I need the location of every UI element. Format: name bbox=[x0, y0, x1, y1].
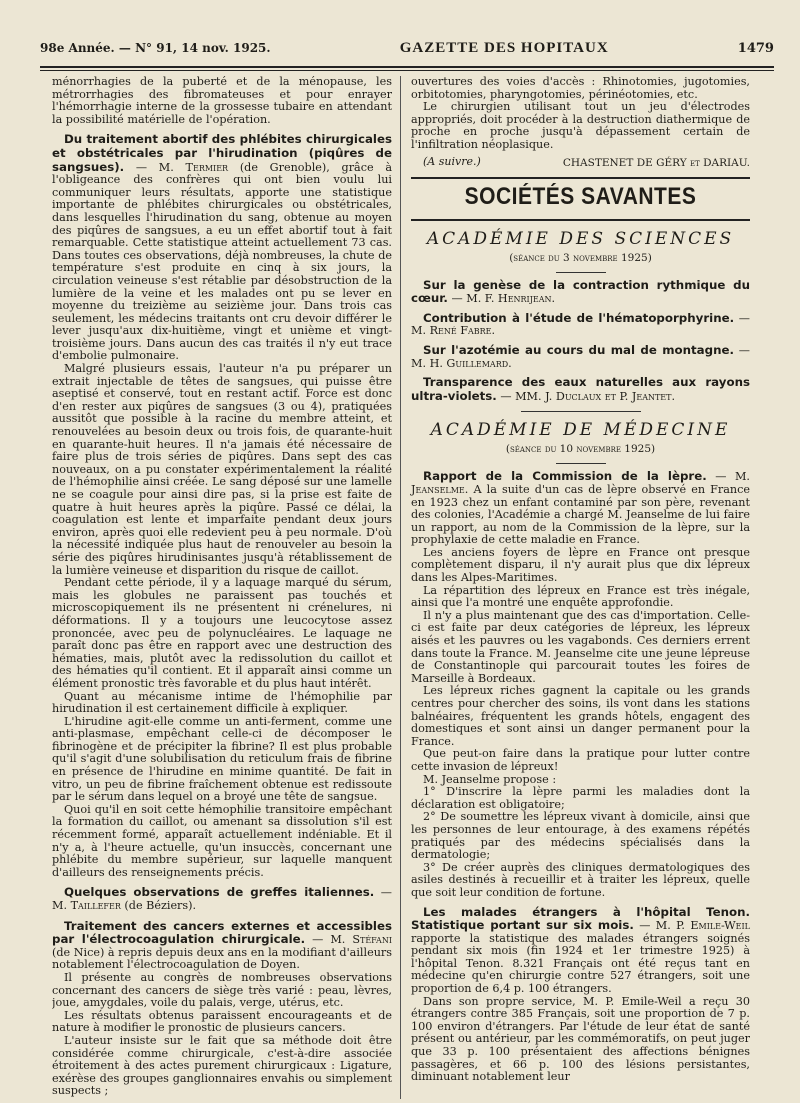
article-paragraph: Quant au mécanisme intime de l'hémophilie par hirudination il est certainement difficile à expliquer. bbox=[52, 689, 392, 716]
list-item: 1° D'inscrire la lèpre parmi les maladies dont la déclaration est obligatoire; bbox=[411, 785, 750, 811]
page-number: 1479 bbox=[737, 41, 774, 56]
article-paragraph: Dans son propre service, M. P. Emile-Weil a reçu 30 étrangers contre 385 Français, soit une proportion de 7 p. 100 environ d'étrangers. Par l'étude de leur état de santé présent ou antérieur, par les commémoratifs, on peut juger que 33 p. 100 présentaient des affections bénignes passagères, et 66 p. 100 des lésions persistantes, diminuant notablement leur bbox=[411, 994, 750, 1084]
article-text: A la suite d'un cas de lèpre observé en France en 1923 chez un enfant contaminé par son père, revenant des colonies, l'Académie a chargé M. Jeanselme de lui faire un rapport, au nom de la Commission de la lèpre, sur la prophylaxie de cette maladie en France. bbox=[411, 482, 750, 547]
header-rule bbox=[40, 66, 774, 71]
section-rule bbox=[411, 219, 750, 221]
article-title: Quelques observations de greffes italiennes. bbox=[64, 885, 375, 900]
signature: CHASTENET DE GÉRY et DARIAU. bbox=[562, 156, 750, 169]
article-paragraph: Les anciens foyers de lèpre en France ont presque complètement disparu, il n'y aurait plus que dix lépreux dans les Alpes-Maritimes. bbox=[411, 545, 750, 585]
session-date: (séance du 3 novembre 1925) bbox=[509, 251, 652, 264]
article-author: M. Taillefer bbox=[52, 899, 121, 912]
right-column: ouvertures des voies d'accès : Rhinotomies, jugotomies, orbitotomies, pharyngotomies, périnéotomies, etc. Le chirurgien utilisant tout un jeu d'électrodes appropriés, doit procéder à la destruction diathermique de proche en proche jusqu'à dépassement certain de l'infiltration néoplasique. (A suivre.) CHASTENET DE GÉRY et DARIAU. SOCIÉTÉS SAVANTES ACADÉMIE DES SCIENCES (séance du 3 novembre 1925) Sur la genèse de la contraction rythmique du cœur. — M. F. Henrijean. Contribution à l'étude de l'hématoporphyrine. — M. René Fabre. Sur l'azotémie au cours du mal de montagne. — M. H. Guillemard. Transparence des eaux naturelles aux rayons ultra-violets. — MM. J. Duclaux et P. Jeantet. ACADÉMIE DE MÉDECINE (séance du 10 novembre 1925) Rapport de la Commission de la lèpre. — M. Jeanselme. A la suite d'un cas de lèpre observé en France en 1923 chez un enfant contaminé par son père, revenant des colonies, l'Académie a chargé M. Jeanselme de lui faire un rapport, au nom de la Commission de la lèpre, sur la prophylaxie de cette maladie en France. Les anciens foyers de lèpre en France ont presque complètement disparu, il n'y aurait plus que dix lépreux dans les Alpes-Maritimes. La répartition des lépreux en France est très inégale, ainsi que l'a montré une enquête approfondie. Il n'y a plus maintenant que des cas d'importation. Celle-ci est faite par deux catégories de lépreux, les lépreux aisés et les pauvres ou les vagabonds. Ces derniers errent dans toute la France. M. Jeanselme cite une jeune lépreuse de Constantinople qui parcourait toutes les foires de Marseille à Bordeaux. Les lépreux riches gagnent la capitale ou les grands centres pour chercher des soins, ils vont dans les stations balnéaires, fréquentent les grands hôtels, engagent des domestiques et sont ainsi un danger permanent pour la France. Que peut-on faire dans la pratique pour lutter contre cette invasion de lépreux! M. Jeanselme propose : 1° D'inscrire la lèpre parmi les maladies dont la déclaration est obligatoire; 2° De soumettre les lépreux vivant à domicile, ainsi que les personnes de leur entourage, à des examens répétés pratiqués par des médecins spécialisés dans la dermatologie; 3° De créer auprès des cliniques dermatologiques des asiles destinés à recueillir et à traiter les lépreux, quelle que soit leur condition de fortune. Les malades étrangers à l'hôpital Tenon. Statistique portant sur six mois. — M. P. Emile-Weil rapporte la statistique des malades étrangers soignés pendant six mois (fin 1924 et 1er trimestre 1925) à l'hôpital Tenon. 8.321 Français ont été reçus tant en médecine qu'en chirurgie contre 527 étrangers, soit une proportion de 6,4 p. 100 étrangers. Dans son propre service, M. P. Emile-Weil a reçu 30 étrangers contre 385 Français, soit une proportion de 7 p. 100 environ d'étrangers. Par l'étude de leur état de santé présent ou antérieur, par les commémoratifs, on peut juger que 33 p. 100 présentaient des affections bénignes passagères, et 66 p. 100 des lésions persistantes, diminuant notablement leur bbox=[400, 76, 750, 1099]
list-item: 2° De soumettre les lépreux vivant à domicile, ainsi que les personnes de leur entourage, à des examens répétés pratiqués par des médecins spécialisés dans la dermatologie; bbox=[411, 810, 750, 862]
communication-author: MM. J. Duclaux et P. Jeantet. bbox=[515, 389, 676, 403]
article-text: (de Béziers). bbox=[124, 899, 197, 912]
article-text: (de Nice) à repris depuis deux ans en la modifiant d'ailleurs notablement l'électrocoagulation de Doyen. bbox=[52, 945, 392, 972]
section-title: SOCIÉTÉS SAVANTES bbox=[464, 182, 697, 210]
divider bbox=[521, 411, 641, 412]
to-be-continued: (A suivre.) bbox=[423, 154, 481, 168]
article-title: Traitement des cancers externes et accessibles par l'électrocoagulation chirurgicale. bbox=[52, 918, 392, 947]
article-paragraph: Les lépreux riches gagnent la capitale ou les grands centres pour chercher des soins, ils vont dans les stations balnéaires, fréquentent les grands hôtels, engagent des domestiques et sont ainsi un danger permanent pour la France. bbox=[411, 684, 750, 748]
article-paragraph: Que peut-on faire dans la pratique pour lutter contre cette invasion de lépreux! bbox=[411, 747, 750, 773]
page-header bbox=[40, 40, 774, 66]
article-cancers: Traitement des cancers externes et accessibles par l'électrocoagulation chirurgicale. — M. Stéfani (de Nice) à repris depuis deux ans en la modifiant d'ailleurs notablement l'électrocoagulation de Doyen. Il présente au congrès de nombreuses observations concernant des cancers de siège très varié : peau, lèvres, joue, amygdales, voile du palais, verge, utérus, etc. Les résultats obtenus paraissent encourageants et de nature à modifier le pronostic de plusieurs cancers. L'auteur insiste sur le fait que sa méthode doit être considérée comme chirurgicale, c'est-à-dire associée étroitement à des actes purement chirurgicaux : Ligature, exérèse des groupes ganglionnaires envahis ou simplement suspects ; bbox=[52, 918, 392, 1098]
list-item: 3° De créer auprès des cliniques dermatologiques des asiles destinés à recueillir et à traiter les lépreux, quelle que soit leur condition de fortune. bbox=[411, 860, 750, 899]
article-paragraph: Quoi qu'il en soit cette hémophilie transitoire empêchant la formation du caillot, ou amenant sa dissolution s'il est récemment formé, apparaît actuellement indéniable. Et il n'y a, à l'heure actuelle, qu'un insuccès, concernant une phlébite du membre supérieur, sur laquelle manquent d'ailleurs des renseignements précis. bbox=[52, 802, 392, 879]
article-paragraph: Malgré plusieurs essais, l'auteur n'a pu préparer un extrait injectable de têtes de sangsues, qui puisse être aseptisé et conservé, tout en restant actif. Force est donc d'en rester aux piqûres de sangsues (3 ou 4), pratiquées aussitôt que possible à la racine du membre atteint, et renouvelées au besoin deux ou trois fois, de quarante-huit en quarante-huit heures. Il n'a jamais été nécessaire de faire plus de trois séries de piqûres. Dans sept des cas nouveaux, on a pu constater expérimentalement la réalité de l'hémophilie ainsi créée. Le sang déposé sur une lamelle ne se coagule pour ainsi dire pas, si la prise est faite de quatre à huit heures après la piqûre. Passé ce délai, la coagulation est lente et imparfaite pendant deux jours environ, après quoi elle redevient peu à peu normale. D'où la nécessité indiquée plus haut de renouveler au besoin la série des piqûres hirudinisantes jusqu'à rétablissement de la lumière veineuse et disparition du risque de caillot. bbox=[52, 362, 392, 577]
article-paragraph: M. Jeanselme propose : bbox=[423, 772, 557, 786]
communication-author: M. F. Henrijean. bbox=[466, 292, 556, 306]
article-paragraph: Le chirurgien utilisant tout un jeu d'électrodes appropriés, doit procéder à la destruction diathermique de proche en proche jusqu'à dépassement certain de l'infiltration néoplasique. bbox=[411, 100, 750, 151]
communication-author: M. Jeanselme. bbox=[411, 470, 750, 496]
divider bbox=[556, 272, 606, 273]
article-text: rapporte la statistique des malades étrangers soignés pendant six mois (fin 1924 et 1er trimestre 1925) à l'hôpital Tenon. 8.321 Français ont été reçus tant en médecine qu'en chirurgie contre 527 étrangers, soit une proportion de 6,4 p. 100 étrangers. bbox=[411, 931, 750, 996]
article-paragraph: Il n'y a plus maintenant que des cas d'importation. Celle-ci est faite par deux catégories de lépreux, les lépreux aisés et les pauvres ou les vagabonds. Ces derniers errent dans toute la France. M. Jeanselme cite une jeune lépreuse de Constantinople qui parcourait toutes les foires de Marseille à Bordeaux. bbox=[411, 608, 750, 685]
article-paragraph: Il présente au congrès de nombreuses observations concernant des cancers de siège très varié : peau, lèvres, joue, amygdales, voile du palais, verge, utérus, etc. bbox=[52, 970, 392, 1010]
continued-paragraph: ouvertures des voies d'accès : Rhinotomies, jugotomies, orbitotomies, pharyngotomies, périnéotomies, etc. bbox=[411, 76, 750, 101]
section-rule bbox=[411, 177, 750, 179]
issue-info: 98e Année. — N° 91, 14 nov. 1925. bbox=[40, 41, 271, 55]
communication-author: M. H. Guillemard. bbox=[411, 356, 512, 370]
article-greffes: Quelques observations de greffes italiennes. — M. Taillefer (de Béziers). bbox=[52, 885, 392, 912]
session-date: (séance du 10 novembre 1925) bbox=[505, 443, 656, 456]
article-title: Du traitement abortif des phlébites chirurgicales et obstétricales par l'hirudination (piqûres de sangsues). bbox=[52, 132, 392, 174]
article-author: M. Termier bbox=[158, 160, 229, 174]
article-paragraph: L'auteur insiste sur le fait que sa méthode doit être considérée comme chirurgicale, c'est-à-dire associée étroitement à des actes purement chirurgicaux : Ligature, exérèse des groupes ganglionnaires envahis ou simplement suspects ; bbox=[52, 1033, 392, 1098]
article-paragraph: L'hirudine agit-elle comme un anti-ferment, comme une anti-plasmase, empêchant celle-ci de décomposer le fibrinogène et de précipiter la fibrine? Il est plus probable qu'il s'agit d'une solubilisation du reticulum frais de fibrine en présence de l'hirudine en minime quantité. De fait in vitro, un peu de fibrine fraîchement obtenue est redissoute par le sérum dans lequel on a broyé une tête de sangsue. bbox=[52, 714, 392, 804]
article-paragraph: Pendant cette période, il y a laquage marqué du sérum, mais les globules ne paraissent pas touchés et microscopiquement ils ne présentent ni crénelures, ni déformations. Il y a toujours une leucocytose assez prononcée, avec peu de polynucléaires. Le laquage ne paraît donc pas être en rapport avec une destruction des hématies, mais, plutôt avec la redissolution du caillot et des hématies qu'il contient. Et il apparaît ainsi comme un élément pronostic très favorable et du plus haut intérêt. bbox=[52, 576, 392, 690]
divider bbox=[556, 463, 606, 464]
academy-heading: ACADÉMIE DES SCIENCES bbox=[426, 228, 735, 249]
left-column bbox=[52, 76, 400, 1099]
continued-paragraph: ménorrhagies de la puberté et de la ménopause, les métrorrhagies des fibromateuses et pour enrayer l'hémorrhagie interne de la grossesse tubaire en attendant la possibilité matérielle de l'opération. bbox=[52, 76, 392, 126]
article-text: (de Grenoble), grâce à l'obligeance des confrères qui ont bien voulu lui communiquer leurs résultats, apporte une statistique importante de phlébites chirurgicales ou obstétricales, dans lesquelles l'hirudination du sang, obtenue au moyen des piqûres de sangsues, a eu un effet abortif tout à fait remarquable. Cette statistique atteint actuellement 73 cas. Dans toutes ces observations, déjà nombreuses, la chute de température s'est produite en cinq à six jours, la circulation veineuse s'est rétablie par désobstruction de la lumière de la veine et les malades ont pu se lever en moyenne du treizième au seizième jour. Dans trois cas seulement, les médecins traitants ont cru devoir différer le lever jusqu'aux dix-huitième, vingt et unième et vingt-troisième jours. Dans aucun des cas traités il n'y eut trace d'embolie pulmonaire. bbox=[52, 160, 392, 363]
article-footer bbox=[411, 155, 750, 169]
communication-title: Les malades étrangers à l'hôpital Tenon. Statistique portant sur six mois. bbox=[411, 904, 750, 933]
article-paragraph: Les résultats obtenus paraissent encourageants et de nature à modifier le pronostic de plusieurs cancers. bbox=[52, 1008, 392, 1035]
communication-title: Rapport de la Commission de la lèpre. bbox=[423, 469, 707, 484]
communication-title: Sur la genèse de la contraction rythmique du cœur. bbox=[411, 277, 750, 306]
article-author: M. Stéfani bbox=[330, 933, 392, 947]
communication-title: Sur l'azotémie au cours du mal de montagne. bbox=[423, 342, 734, 357]
communication-title: Contribution à l'étude de l'hématoporphyrine. bbox=[423, 310, 735, 325]
communication-title: Transparence des eaux naturelles aux rayons ultra-violets. bbox=[411, 375, 750, 403]
proposal-list bbox=[411, 786, 750, 899]
journal-title: GAZETTE DES HOPITAUX bbox=[399, 40, 609, 56]
communication-author: M. P. Emile-Weil bbox=[655, 919, 750, 933]
academy-heading: ACADÉMIE DE MÉDECINE bbox=[430, 420, 731, 441]
article-paragraph: La répartition des lépreux en France est très inégale, ainsi que l'a montré une enquête approfondie. bbox=[411, 583, 750, 610]
article-phlebites: Du traitement abortif des phlébites chirurgicales et obstétricales par l'hirudination (piqûres de sangsues). — M. Termier (de Grenoble), grâce à l'obligeance des confrères qui ont bien voulu lui communiquer leurs résultats, apporte une statistique importante de phlébites chirurgicales ou obstétricales, dans lesquelles l'hirudination du sang, obtenue au moyen des piqûres de sangsues, a eu un effet abortif tout à fait remarquable. Cette statistique atteint actuellement 73 cas. Dans toutes ces observations, déjà nombreuses, la chute de température s'est produite en cinq à six jours, la circulation veineuse s'est rétablie par désobstruction de la lumière de la veine et les malades ont pu se lever en moyenne du treizième au seizième jour. Dans trois cas seulement, les médecins traitants ont cru devoir différer le lever jusqu'aux dix-huitième, vingt et unième et vingt-troisième jours. Dans aucun des cas traités il n'y eut trace d'embolie pulmonaire. Malgré plusieurs essais, l'auteur n'a pu préparer un extrait injectable de têtes de sangsues, qui puisse être aseptisé et conservé, tout en restant actif. Force est donc d'en rester aux piqûres de sangsues (3 ou 4), pratiquées aussitôt que possible à la racine du membre atteint, et renouvelées au besoin deux ou trois fois, de quarante-huit en quarante-huit heures. Il n'a jamais été nécessaire de faire plus de trois séries de piqûres. Dans sept des cas nouveaux, on a pu constater expérimentalement la réalité de l'hémophilie ainsi créée. Le sang déposé sur une lamelle ne se coagule pour ainsi dire pas, si la prise est faite de quatre à huit heures après la piqûre. Passé ce délai, la coagulation est lente et imparfaite pendant deux jours environ, après quoi elle redevient peu à peu normale. D'où la nécessité indiquée plus haut de renouveler au besoin la série des piqûres hirudinisantes jusqu'à rétablissement de la lumière veineuse et disparition du risque de caillot. Pendant cette période, il y a laquage marqué du sérum, mais les globules ne paraissent pas touchés et microscopiquement ils ne présentent ni crénelures, ni déformations. Il y a toujours une leucocytose assez prononcée, avec peu de polynucléaires. Le laquage ne paraît donc pas être en rapport avec une destruction des hématies, mais, plutôt avec la redissolution du caillot et des hématies qu'il contient. Et il apparaît ainsi comme un élément pronostic très favorable et du plus haut intérêt. Quant au mécanisme intime de l'hémophilie par hirudination il est certainement difficile à expliquer. L'hirudine agit-elle comme un anti-ferment, comme une anti-plasmase, empêchant celle-ci de décomposer le fibrinogène et de précipiter la fibrine? Il est plus probable qu'il s'agit d'une solubilisation du reticulum frais de fibrine en présence de l'hirudine en minime quantité. De fait in vitro, un peu de fibrine fraîchement obtenue est redissoute par le sérum dans lequel on a broyé une tête de sangsue. Quoi qu'il en soit cette hémophilie transitoire empêchant la formation du caillot, ou amenant sa dissolution s'il est récemment formé, apparaît actuellement indéniable. Et il n'y a, à l'heure actuelle, qu'un insuccès, concernant une phlébite du membre supérieur, sur laquelle manquent d'ailleurs des renseignements précis. bbox=[52, 132, 392, 879]
columns bbox=[52, 76, 774, 1099]
communication-author: M. René Fabre. bbox=[411, 324, 496, 338]
